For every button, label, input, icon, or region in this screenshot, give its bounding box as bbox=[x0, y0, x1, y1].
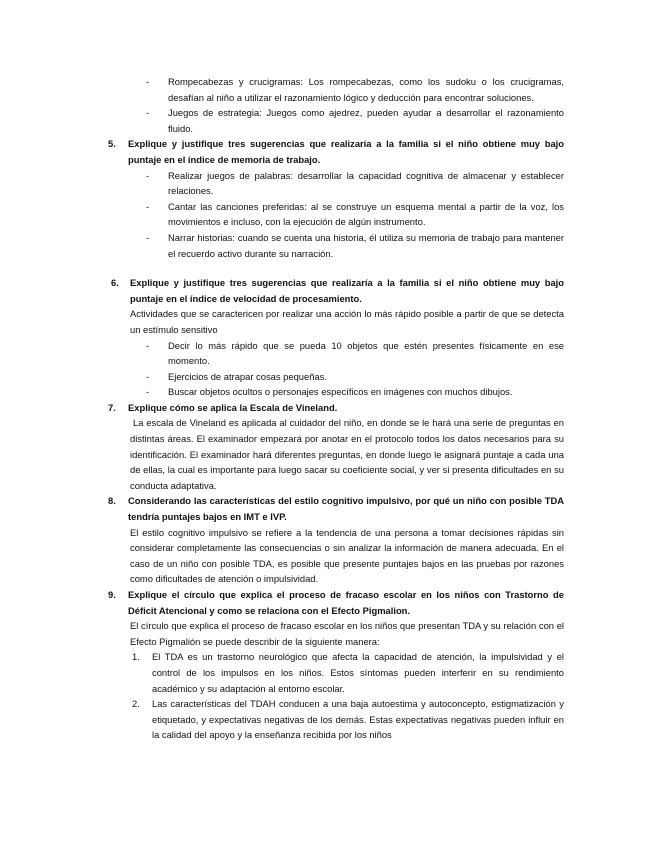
list-item bbox=[146, 338, 564, 369]
list-item bbox=[146, 199, 564, 230]
bullet-text: Decir lo más rápido que se pueda 10 objetos que estén presentes físicamente en ese momento. bbox=[168, 339, 564, 367]
question-5 bbox=[0, 136, 655, 167]
bullet-dash: - bbox=[146, 339, 150, 351]
bullet-dash: - bbox=[146, 169, 150, 181]
bullet-text: Ejercicios de atrapar cosas pequeñas. bbox=[168, 370, 327, 382]
list-item bbox=[146, 369, 564, 385]
question-number: 9. bbox=[108, 589, 116, 600]
question-number: 7. bbox=[108, 401, 116, 413]
list-item bbox=[146, 168, 564, 199]
bullet-text: Buscar objetos ocultos o personajes específicos en imágenes con muchos dibujos. bbox=[168, 386, 513, 398]
item-number: 2. bbox=[132, 698, 140, 710]
bullet-dash: - bbox=[146, 231, 150, 243]
item-text: El TDA es un trastorno neurológico que afecta la capacidad de atención, la impulsividad y el control de los impulsos en los niños. Estos síntomas pueden interferir en su rendimiento académico y su adaptación al entorno escolar. bbox=[152, 651, 564, 694]
bullet-dash: - bbox=[146, 76, 150, 87]
list-item bbox=[146, 384, 564, 400]
question-6 bbox=[0, 275, 655, 306]
list-item bbox=[132, 696, 564, 743]
question-number: 5. bbox=[108, 138, 116, 150]
answer-text: La escala de Vineland es aplicada al cuidador del niño, en donde se le hará una serie de preguntas en distintas áreas. El examinador empezará por anotar en el protocolo todos los datos necesarios para su identificación. El examinador hará diferentes preguntas, en donde luego le asignará puntaje a cada una de ellas, la cual es importante para luego sacar su coeficiente social, y ver si presenta dificultades en su conducta adaptativa. bbox=[130, 417, 564, 491]
bullet-text: Realizar juegos de palabras: desarrollar la capacidad cognitiva de almacenar y establecer relaciones. bbox=[168, 169, 564, 197]
bullet-text: Rompecabezas y crucigramas: Los rompecabezas, como los sudoku o los crucigramas, desafían al niño a utilizar el razonamiento lógico y deducción para encontrar soluciones. bbox=[168, 76, 564, 103]
question-text: Explique y justifique tres sugerencias que realizaría a la familia si el niño obtiene muy bajo puntaje en el índice de velocidad de procesamiento. bbox=[130, 277, 564, 304]
question-8 bbox=[0, 493, 655, 524]
question-9 bbox=[0, 587, 655, 618]
bullet-dash: - bbox=[146, 370, 150, 382]
spacer bbox=[0, 261, 655, 275]
bullet-dash: - bbox=[146, 386, 150, 398]
question-text: Explique cómo se aplica la Escala de Vineland. bbox=[128, 401, 338, 413]
bullet-dash: - bbox=[146, 200, 150, 212]
question-text: Considerando las características del estilo cognitivo impulsivo, por qué un niño con posible TDA tendría puntajes bajos en IMT e IVP. bbox=[128, 495, 564, 523]
list-item bbox=[146, 74, 564, 105]
bullet-text: Cantar las canciones preferidas: al se construye un esquema mental a partir de la voz, los movimientos e incluso, con la ejecución de algún instrumento. bbox=[168, 200, 564, 228]
bullet-text: Narrar historias: cuando se cuenta una historia, él utiliza su memoria de trabajo para mantener el recuerdo activo durante su narración. bbox=[168, 231, 564, 259]
question-number: 8. bbox=[108, 495, 116, 507]
document-content bbox=[0, 74, 655, 743]
answer-text: Actividades que se caractericen por realizar una acción lo más rápido posible a partir de que se detecta un estímulo sensitivo bbox=[130, 308, 564, 335]
bullet-dash: - bbox=[146, 107, 150, 119]
list-item bbox=[132, 649, 564, 696]
answer-text: El círculo que explica el proceso de fracaso escolar en los niños que presentan TDA y su relación con el Efecto Pigmalión se puede describir de la siguiente manera: bbox=[130, 620, 564, 647]
answer-text: El estilo cognitivo impulsivo se refiere a la tendencia de una persona a tomar decisiones rápidas sin considerar completamente las consecuencias o sin analizar la información de manera adecuada. En el caso de un niño con posible TDA, es posible que presente puntajes bajos en las pruebas por razones como dificultades de atención o impulsividad. bbox=[130, 526, 564, 585]
question-text: Explique el círculo que explica el proceso de fracaso escolar en los niños con Trastorno de Déficit Atencional y como se relaciona con el Efecto Pigmalion. bbox=[128, 589, 564, 616]
list-item bbox=[146, 230, 564, 261]
item-number: 1. bbox=[132, 651, 140, 663]
list-item bbox=[146, 105, 564, 136]
question-text: Explique y justifique tres sugerencias que realizaría a la familia si el niño obtiene muy bajo puntaje en el índice de memoria de trabajo. bbox=[128, 138, 564, 165]
bullet-text: Juegos de estrategia: Juegos como ajedrez, pueden ayudar a desarrollar el razonamiento fluido. bbox=[168, 107, 564, 134]
question-number: 6. bbox=[111, 277, 119, 289]
question-7 bbox=[0, 400, 655, 416]
item-text: Las características del TDAH conducen a una baja autoestima y autoconcepto, estigmatización y etiquetado, y expectativas negativas de los demás. Estas expectativas negativas pueden influir en la calidad del apoyo y la enseñanza recibida por los niños bbox=[152, 698, 564, 741]
